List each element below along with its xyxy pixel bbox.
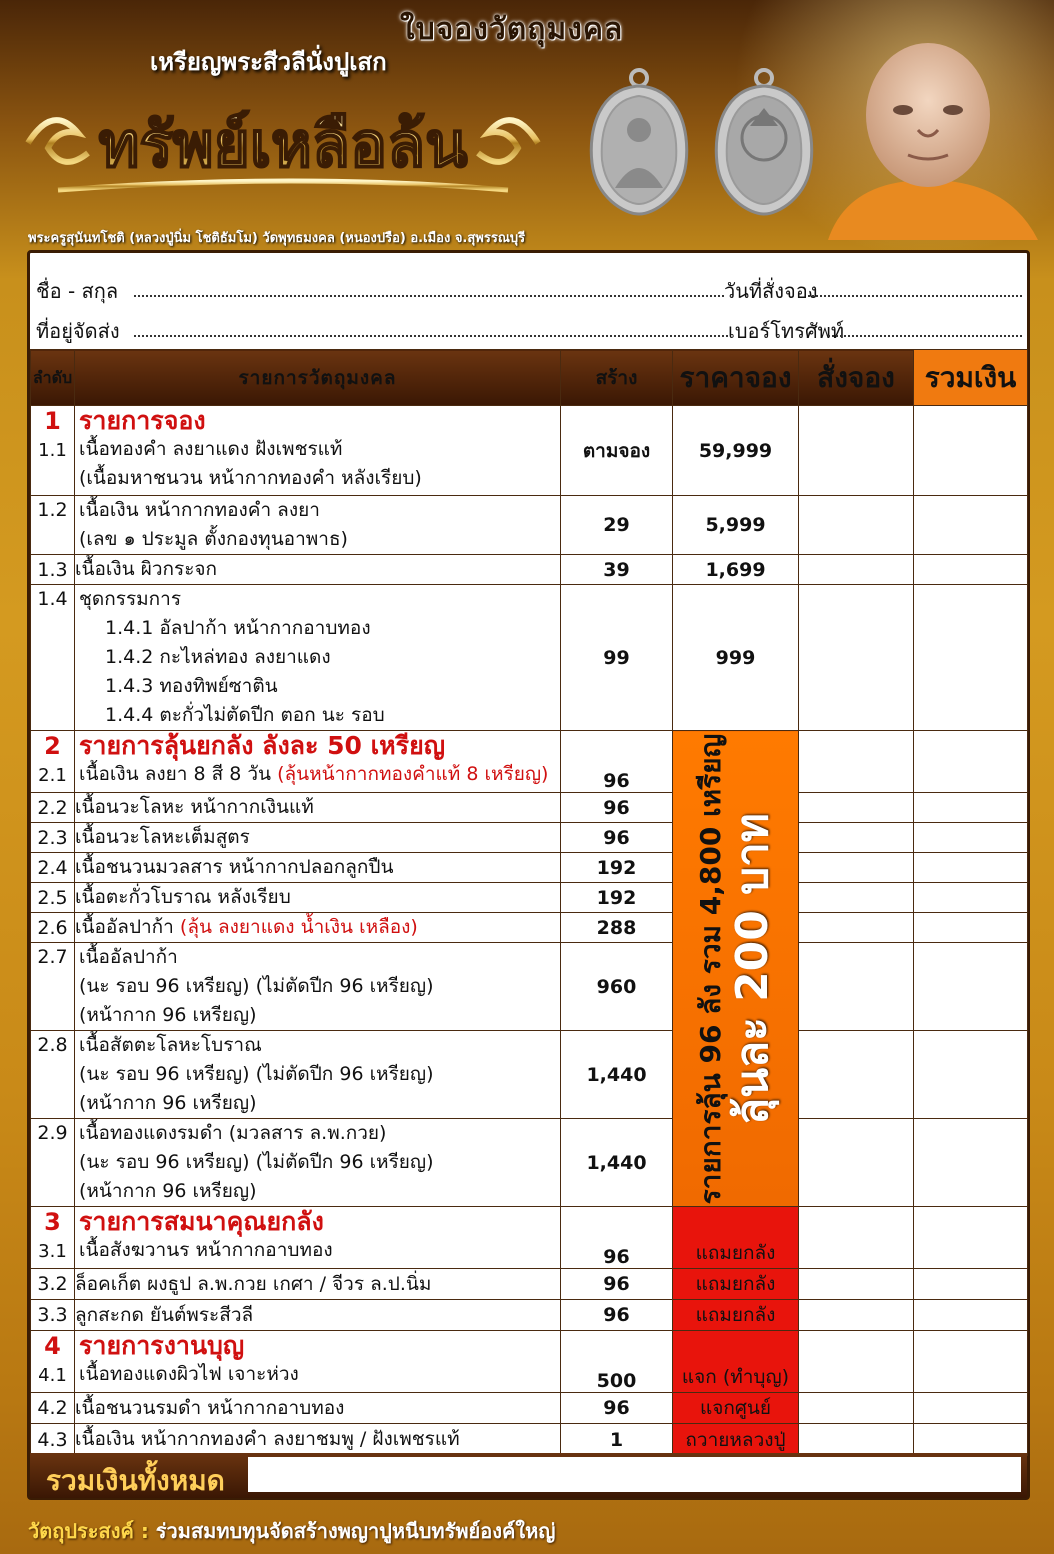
row-number: 2.5 <box>31 883 75 913</box>
sum-cell[interactable] <box>914 913 1028 943</box>
table-row <box>31 406 1028 496</box>
medal-front-image <box>580 68 698 218</box>
made-count: 39 <box>561 555 673 585</box>
col-item-header: รายการวัตถุมงคล <box>75 350 561 406</box>
row-number: 3.3 <box>31 1300 75 1331</box>
row-number: 1.2 <box>31 496 75 555</box>
grand-total-row <box>30 1453 1027 1498</box>
made-count: 192 <box>561 853 673 883</box>
order-cell[interactable] <box>799 1269 914 1300</box>
medal-back-image <box>705 68 823 218</box>
sum-cell[interactable] <box>914 406 1028 496</box>
made-count: 500 <box>561 1331 673 1393</box>
item-line: เนื้อนวะโลหะเต็มสูตร <box>75 823 561 853</box>
purpose-key: วัตถุประสงค์ : <box>28 1519 149 1543</box>
order-cell[interactable] <box>799 1424 914 1456</box>
item-line: เนื้อชนวนรมดำ หน้ากากอาบทอง <box>75 1393 561 1424</box>
row-number: 4.3 <box>31 1424 75 1456</box>
table-row <box>31 1331 1028 1393</box>
item-line: (เลข ๑ ประมูล ตั้งกองทุนอาพาธ) <box>79 528 348 550</box>
row-number: 2.6 <box>31 913 75 943</box>
purpose-text: ร่วมสมทบทุนจัดสร้างพญาปูหนีบทรัพย์องค์ใหญ่ <box>155 1519 556 1543</box>
order-cell[interactable] <box>799 1393 914 1424</box>
section-number: 4 <box>44 1332 61 1360</box>
sum-cell[interactable] <box>914 585 1028 731</box>
col-price-header: ราคาจอง <box>673 350 799 406</box>
section-number: 3 <box>44 1208 61 1236</box>
order-cell[interactable] <box>799 943 914 1031</box>
order-cell[interactable] <box>799 853 914 883</box>
section-title: รายการจอง <box>79 406 206 435</box>
logo-text: ทรัพย์เหลือล้น <box>98 108 468 181</box>
gift-label: แจก (ทำบุญ) <box>673 1331 799 1393</box>
sum-cell[interactable] <box>914 731 1028 793</box>
date-field[interactable] <box>808 295 1022 297</box>
item-line: (นะ รอบ 96 เหรียญ) (ไม่ตัดปีก 96 เหรียญ) <box>79 1151 434 1173</box>
item-line: เนื้อชนวนมวลสาร หน้ากากปลอกลูกปืน <box>75 853 561 883</box>
item-note: (ลุ้นหน้ากากทองคำแท้ 8 เหรียญ) <box>277 763 549 785</box>
sum-cell[interactable] <box>914 943 1028 1031</box>
order-cell[interactable] <box>799 1119 914 1207</box>
address-field[interactable] <box>134 335 728 337</box>
order-cell[interactable] <box>799 406 914 496</box>
sum-cell[interactable] <box>914 1393 1028 1424</box>
order-form-card <box>27 250 1030 1500</box>
table-row <box>31 1269 1028 1300</box>
row-number: 2.7 <box>31 943 75 1031</box>
item-line: ล็อคเก็ต ผงธูป ล.พ.กวย เกศา / จีวร ล.ป.นิ่ม <box>75 1269 561 1300</box>
made-count: 96 <box>561 731 673 793</box>
item-line: (นะ รอบ 96 เหรียญ) (ไม่ตัดปีก 96 เหรียญ) <box>79 1063 434 1085</box>
item-line: (นะ รอบ 96 เหรียญ) (ไม่ตัดปีก 96 เหรียญ) <box>79 975 434 997</box>
item-line: เนื้อเงิน ผิวกระจก <box>75 555 561 585</box>
sum-cell[interactable] <box>914 1207 1028 1269</box>
row-number: 2.2 <box>31 793 75 823</box>
address-label: ที่อยู่จัดส่ง <box>36 319 120 343</box>
made-count: 99 <box>561 585 673 731</box>
table-row <box>31 731 1028 793</box>
row-number: 2.1 <box>38 765 67 786</box>
item-line: เนื้อตะกั่วโบราณ หลังเรียบ <box>75 883 561 913</box>
col-no-header: ลำดับ <box>31 350 75 406</box>
item-line: 1.4.2 กะไหล่ทอง ลงยาแดง <box>105 646 331 668</box>
table-row <box>31 1031 1028 1119</box>
row-number: 2.3 <box>31 823 75 853</box>
table-row <box>31 1300 1028 1331</box>
table-row <box>31 943 1028 1031</box>
row-number: 3.2 <box>31 1269 75 1300</box>
made-count: 29 <box>561 496 673 555</box>
price: 999 <box>673 585 799 731</box>
table-row <box>31 555 1028 585</box>
table-row <box>31 883 1028 913</box>
table-row <box>31 585 1028 731</box>
purpose-line <box>28 1515 555 1547</box>
sum-cell[interactable] <box>914 555 1028 585</box>
item-line: เนื้อนวะโลหะ หน้ากากเงินแท้ <box>75 793 561 823</box>
made-count: ตามจอง <box>561 406 673 496</box>
gift-label: แถมยกลัง <box>673 1207 799 1269</box>
row-number: 1.1 <box>38 440 67 461</box>
table-row <box>31 1207 1028 1269</box>
sum-cell[interactable] <box>914 496 1028 555</box>
sum-cell[interactable] <box>914 1269 1028 1300</box>
sum-cell[interactable] <box>914 793 1028 823</box>
made-count: 1,440 <box>561 1119 673 1207</box>
order-cell[interactable] <box>799 555 914 585</box>
section-title: รายการสมนาคุณยกลัง <box>79 1207 324 1236</box>
sum-cell[interactable] <box>914 853 1028 883</box>
item-line: เนื้อทองคำ ลงยาแดง ฝังเพชรแท้ <box>79 438 343 460</box>
order-cell[interactable] <box>799 1207 914 1269</box>
item-line: เนื้ออัลปาก้า <box>75 916 174 938</box>
made-count: 96 <box>561 823 673 853</box>
made-count: 288 <box>561 913 673 943</box>
monk-portrait-image <box>808 30 1048 240</box>
sum-cell[interactable] <box>914 1119 1028 1207</box>
row-number: 4.2 <box>31 1393 75 1424</box>
item-note: (ลุ้น ลงยาแดง น้ำเงิน เหลือง) <box>179 916 418 938</box>
item-line: เนื้อเงิน หน้ากากทองคำ ลงยา <box>79 499 320 521</box>
gift-label: ถวายหลวงปู่ <box>673 1424 799 1456</box>
gift-label: แจกศูนย์ <box>673 1393 799 1424</box>
item-line: ชุดกรรมการ <box>79 588 182 610</box>
order-cell[interactable] <box>799 1031 914 1119</box>
made-count: 1 <box>561 1424 673 1456</box>
made-count: 96 <box>561 1393 673 1424</box>
sum-cell[interactable] <box>914 823 1028 853</box>
order-cell[interactable] <box>799 793 914 823</box>
promo-cell <box>673 731 799 1207</box>
table-row <box>31 853 1028 883</box>
row-number: 3.1 <box>38 1241 67 1262</box>
price: 1,699 <box>673 555 799 585</box>
section-title: รายการงานบุญ <box>79 1331 245 1360</box>
name-label: ชื่อ - สกุล <box>36 279 119 303</box>
item-line: เนื้ออัลปาก้า <box>79 946 178 968</box>
table-row <box>31 823 1028 853</box>
order-cell[interactable] <box>799 585 914 731</box>
sum-cell[interactable] <box>914 1300 1028 1331</box>
made-count: 960 <box>561 943 673 1031</box>
order-cell[interactable] <box>799 1331 914 1393</box>
table-header-row <box>31 350 1028 406</box>
col-sum-header: รวมเงิน <box>914 350 1028 406</box>
sum-cell[interactable] <box>914 1031 1028 1119</box>
row-number: 2.9 <box>31 1119 75 1207</box>
phone-field[interactable] <box>828 335 1022 337</box>
table-row <box>31 793 1028 823</box>
ornament-logo <box>18 78 548 208</box>
item-line: 1.4.4 ตะกั่วไม่ตัดปีก ตอก นะ รอบ <box>105 704 385 726</box>
grand-total-label: รวมเงินทั้งหมด <box>46 1464 225 1497</box>
sum-cell[interactable] <box>914 883 1028 913</box>
item-line: เนื้อเงิน หน้ากากทองคำ ลงยาชมพู / ฝังเพชรแท้ <box>75 1424 561 1456</box>
price: 59,999 <box>673 406 799 496</box>
sum-cell[interactable] <box>914 1424 1028 1456</box>
table-row <box>31 1393 1028 1424</box>
made-count: 192 <box>561 883 673 913</box>
gift-label: แถมยกลัง <box>673 1300 799 1331</box>
order-cell[interactable] <box>799 731 914 793</box>
item-line: เนื้อสังฆวานร หน้ากากอาบทอง <box>79 1239 333 1261</box>
order-cell[interactable] <box>799 823 914 853</box>
form-title: ใบจองวัตถุมงคล <box>400 12 624 47</box>
row-number: 2.8 <box>31 1031 75 1119</box>
row-number: 2.4 <box>31 853 75 883</box>
item-line: เนื้อทองแดงรมดำ (มวลสาร ล.พ.กวย) <box>79 1122 387 1144</box>
table-row <box>31 913 1028 943</box>
section-number: 1 <box>44 407 61 435</box>
temple-info: พระครูสุนันทโชติ (หลวงปู่นิ่ม โชติธัมโม) วัดพุทธมงคล (หนองปรือ) อ.เมือง จ.สุพรรณบุรี <box>28 231 526 246</box>
row-number: 1.4 <box>31 585 75 731</box>
gift-label: แถมยกลัง <box>673 1269 799 1300</box>
item-line: (หน้ากาก 96 เหรียญ) <box>79 1092 257 1114</box>
item-line: 1.4.1 อัลปาก้า หน้ากากอาบทอง <box>105 617 371 639</box>
row-number: 1.3 <box>31 555 75 585</box>
order-cell[interactable] <box>799 1300 914 1331</box>
grand-total-field[interactable] <box>248 1457 1021 1492</box>
item-line: เนื้อทองแดงผิวไฟ เจาะห่วง <box>79 1363 299 1385</box>
section-title: รายการลุ้นยกลัง ลังละ 50 เหรียญ <box>79 731 446 760</box>
table-row <box>31 1424 1028 1456</box>
item-line: เนื้อเงิน ลงยา 8 สี 8 วัน <box>79 763 272 785</box>
section-number: 2 <box>44 732 61 760</box>
promo-line: รายการลุ้น 96 ลัง รวม 4,800 เหรียญ <box>693 733 727 1204</box>
amulet-subtitle: เหรียญพระสีวลีนั่งปูเสก <box>150 48 387 76</box>
item-line: 1.4.3 ทองทิพย์ซาติน <box>105 675 278 697</box>
made-count: 96 <box>561 1269 673 1300</box>
promo-price: ลุ้นละ 200 บาท <box>726 812 778 1125</box>
order-cell[interactable] <box>799 913 914 943</box>
order-cell[interactable] <box>799 883 914 913</box>
made-count: 96 <box>561 1300 673 1331</box>
price: 5,999 <box>673 496 799 555</box>
col-order-header: สั่งจอง <box>799 350 914 406</box>
made-count: 96 <box>561 1207 673 1269</box>
item-line: ลูกสะกด ยันต์พระสีวลี <box>75 1300 561 1331</box>
table-row <box>31 496 1028 555</box>
order-cell[interactable] <box>799 496 914 555</box>
item-line: (เนื้อมหาชนวน หน้ากากทองคำ หลังเรียบ) <box>79 467 422 489</box>
name-field[interactable] <box>134 295 724 297</box>
date-label: วันที่สั่งจอง <box>724 279 818 303</box>
made-count: 1,440 <box>561 1031 673 1119</box>
made-count: 96 <box>561 793 673 823</box>
row-number: 4.1 <box>38 1365 67 1386</box>
items-table <box>30 349 1028 1456</box>
item-line: เนื้อสัตตะโลหะโบราณ <box>79 1034 262 1056</box>
item-line: (หน้ากาก 96 เหรียญ) <box>79 1180 257 1202</box>
table-row <box>31 1119 1028 1207</box>
sum-cell[interactable] <box>914 1331 1028 1393</box>
item-line: (หน้ากาก 96 เหรียญ) <box>79 1004 257 1026</box>
phone-label: เบอร์โทรศัพท์ <box>728 319 845 343</box>
col-made-header: สร้าง <box>561 350 673 406</box>
